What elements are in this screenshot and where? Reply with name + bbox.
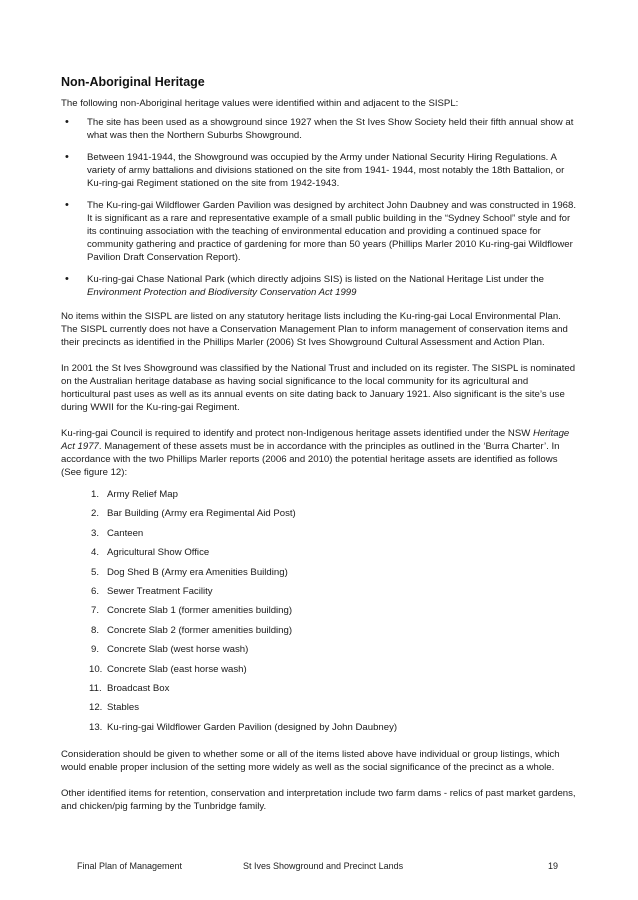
item-number: 1.: [91, 489, 100, 500]
list-item: [61, 488, 577, 507]
item-number: 10.: [89, 663, 103, 675]
section-heading: Non-Aboriginal Heritage: [61, 75, 205, 89]
council-text: Ku-ring-gai Council is required to identify and protect non-Indigenous heritage assets identified under the NSW: [61, 428, 531, 439]
bullet-item: • The Ku-ring-gai Wildflower Garden Pavilion was designed by architect John Daubney and was constructed in 1968. It is significant as a rare and representative example of a small public building in the “Sydney School” style and for its continuing association with the teaching of environmental education and providing a continued space for community gathering and practice of gardening for more than 50 years (Phillips Marler 2010 Ku-ring-gai Wildflower Pavilion Draft Conservation Report).: [61, 199, 577, 264]
item-label: Concrete Slab 1 (former amenities building): [107, 605, 293, 617]
item-label: Concrete Slab 2 (former amenities building): [107, 624, 293, 636]
item-label: Stables: [107, 702, 139, 714]
document-page: [61, 74, 577, 826]
item-label: Canteen: [107, 527, 144, 539]
page-number: 19: [548, 861, 559, 871]
item-label: Concrete Slab (east horse wash): [107, 663, 247, 675]
list-item: [61, 643, 577, 662]
item-number: 4.: [91, 547, 100, 559]
item-label: Concrete Slab (west horse wash): [107, 644, 249, 656]
item-number: 9.: [91, 644, 100, 656]
council-text-cont: . Management of these assets must be in accordance with the principles as outlined in the ‘Burra Charter’. In accordance with the two Phillips Marler reports (2006 and 2010) the potential heritage assets are identified as follows (See figure 12):: [61, 441, 560, 478]
bullet-item: • The site has been used as a showground since 1927 when the St Ives Show Society held their fifth annual show at what was then the Northern Suburbs Showground.: [61, 116, 577, 142]
paragraph-council: [61, 427, 577, 479]
item-label: Bar Building (Army era Regimental Aid Post): [107, 508, 296, 520]
item-number: 11.: [89, 682, 102, 694]
list-item: [61, 721, 577, 740]
item-number: 7.: [91, 605, 100, 617]
item-number: 12.: [89, 702, 103, 714]
heritage-bullet-list: [61, 116, 577, 299]
list-item: [61, 546, 577, 565]
list-item: [61, 624, 577, 643]
paragraph-other-items: Other identified items for retention, conservation and interpretation include two farm dams - relics of past market gardens, and chicken/pig farming by the Tunbridge family.: [61, 788, 576, 813]
bullet-item: [61, 273, 577, 299]
item-number: 2.: [91, 508, 100, 520]
item-label: Sewer Treatment Facility: [107, 585, 213, 597]
intro-paragraph: The following non-Aboriginal heritage values were identified within and adjacent to the SISPL:: [61, 98, 459, 109]
list-item: [61, 682, 577, 701]
item-number: 13.: [89, 721, 103, 733]
item-label: Ku-ring-gai Wildflower Garden Pavilion (designed by John Daubney): [107, 721, 398, 733]
list-item: [61, 566, 577, 585]
footer-site-name: St Ives Showground and Precinct Lands: [243, 861, 404, 871]
act-name: Environment Protection and Biodiversity Conservation Act 1999: [87, 287, 357, 298]
list-item: [61, 701, 577, 720]
paragraph-consideration: Consideration should be given to whether some or all of the items listed above have individual or group listings, which would enable proper inclusion of the setting more widely as well as the social significance of the precinct as a whole.: [61, 749, 560, 774]
footer-document-title: Final Plan of Management: [77, 861, 183, 871]
heritage-assets-list: [61, 488, 577, 740]
item-label: Dog Shed B (Army era Amenities Building): [107, 566, 288, 578]
item-number: 6.: [91, 585, 100, 597]
heritage-act: Heritage Act 1977: [61, 428, 570, 452]
item-number: 8.: [91, 624, 100, 636]
paragraph-national-trust: In 2001 the St Ives Showground was classified by the National Trust and included on its register. The SISPL is nominated on the Australian heritage database as having social significance to the local community for its agricultural and horticultural past uses as well as its annual events on site dating back to January 1921. Also significant is the site’s use during WWII for the Ku-ring-gai Regiment.: [61, 363, 576, 413]
list-item: [61, 663, 577, 682]
list-item: [61, 604, 577, 623]
item-number: 5.: [91, 566, 100, 578]
item-label: Army Relief Map: [107, 489, 178, 500]
paragraph-statutory: No items within the SISPL are listed on any statutory heritage lists including the Ku-ring-gai Local Environmental Plan. The SISPL currently does not have a Conservation Management Plan to inform management of conservation items and their precincts as identified in the Phillips Marler (2006) St Ives Showground Cultural Assessment and Action Plan.: [61, 311, 568, 348]
list-item: [61, 585, 577, 604]
item-number: 3.: [91, 527, 100, 539]
bullet-text: Ku-ring-gai Chase National Park (which directly adjoins SIS) is listed on the National Heritage List under the: [87, 274, 544, 285]
list-item: [61, 507, 577, 526]
item-label: Broadcast Box: [107, 682, 170, 694]
bullet-item: • Between 1941-1944, the Showground was occupied by the Army under National Security Hiring Regulations. A variety of army battalions and divisions stationed on the site from 1941- 1944, most notably the 18th Battalion, or Ku-ring-gai Regiment stationed on the site from 1942-1943.: [61, 151, 577, 190]
item-label: Agricultural Show Office: [107, 547, 210, 559]
list-item: [61, 527, 577, 546]
